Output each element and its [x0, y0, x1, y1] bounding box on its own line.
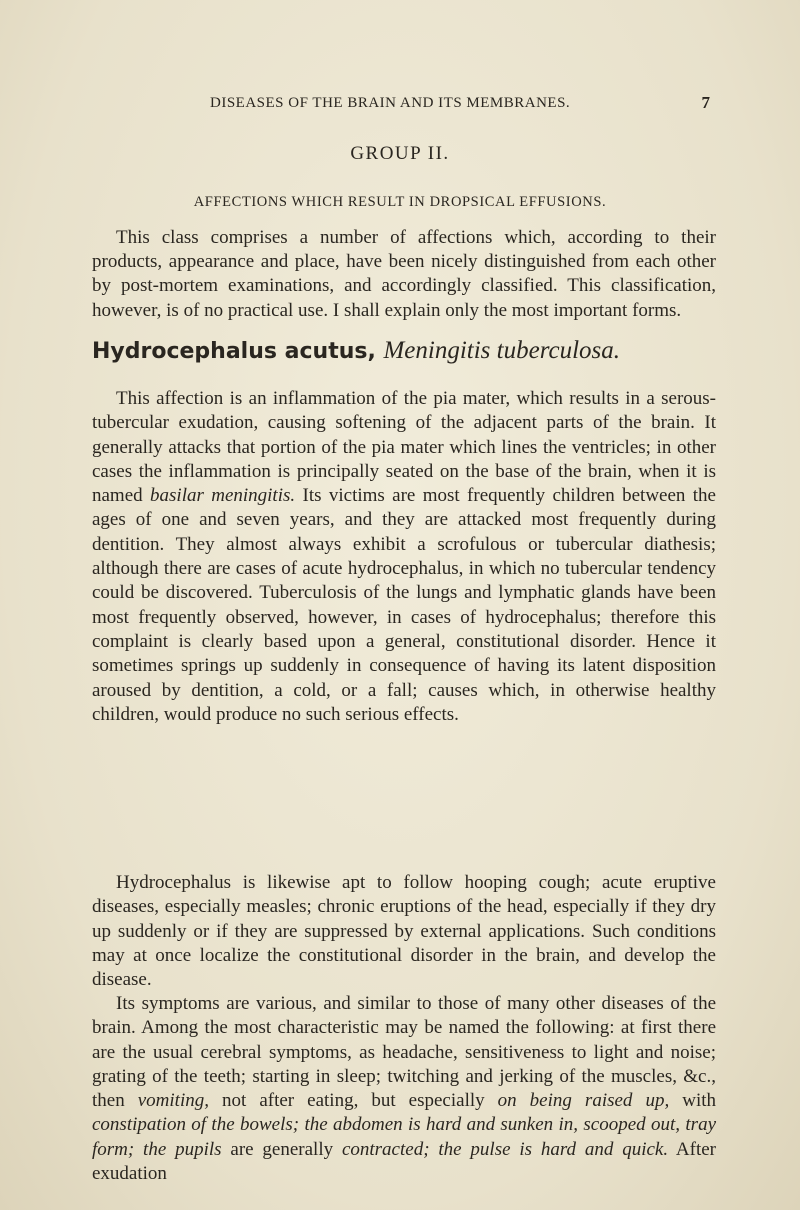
heading-main: Hydrocephalus acutus,	[92, 339, 376, 364]
italic-term: on being raised up,	[497, 1090, 670, 1112]
group-title: GROUP II.	[350, 143, 450, 164]
text-span: This affection is an inflammation of the pia mater, which results in a serous-tubercular exudation, causing softening of the adjacent parts of the brain. It generally attacks that portion of the pia mater which lines the ventricles; in other cases the inflammation is principally seated on the base of the brain, when it is named	[92, 388, 716, 507]
intro-paragraph: This class comprises a number of affections which, according to their products, appearance and place, have been nicely distinguished from each other by post-mortem examinations, and accordingly classified. This classification, however, is of no practical use. I shall explain only the most important forms.	[92, 227, 716, 321]
text-span: with	[669, 1090, 717, 1112]
italic-term: vomiting,	[137, 1090, 209, 1112]
section-heading	[92, 335, 620, 367]
italic-term: basilar meningitis.	[150, 485, 296, 507]
italic-term: contracted; the pulse is hard and quick.	[341, 1138, 669, 1160]
page-number: 7	[701, 93, 710, 112]
paragraph-definition	[92, 387, 716, 727]
text-span: are generally	[221, 1138, 342, 1160]
text-span: After exudation	[92, 1138, 716, 1185]
italic-term: constipation of the bowels; the abdomen is hard and sunken in, scooped out, tray form; the pupils	[92, 1114, 716, 1160]
paragraph-symptoms	[92, 992, 716, 1186]
group-subtitle: AFFECTIONS WHICH RESULT IN DROPSICAL EFFUSIONS.	[193, 194, 607, 210]
text-span: not after eating, but especially	[209, 1090, 498, 1112]
paragraph-causes: Hydrocephalus is likewise apt to follow hooping cough; acute eruptive diseases, especially measles; chronic eruptions of the head, especially if they dry up suddenly or if they are suppressed by external applications. Such conditions may at once localize the constitutional disorder in the brain, and develop the disease.	[92, 872, 716, 991]
running-head: DISEASES OF THE BRAIN AND ITS MEMBRANES.	[210, 95, 571, 111]
text-span: Its victims are most frequently children between the ages of one and seven years, and they are attacked most frequently during dentition. They almost always exhibit a scrofulous or tubercular diathesis; although there are cases of acute hydrocephalus, in which no tubercular tendency could be discovered. Tuberculosis of the lungs and lymphatic glands have been most frequently observed, however, in cases of hydrocephalus; therefore this complaint is clearly based upon a general, constitutional disorder. Hence it sometimes springs up suddenly in consequence of having its latent disposition aroused by dentition, a cold, or a fall; causes which, in otherwise healthy children, would produce no such serious effects.	[92, 485, 716, 725]
heading-latin: Meningitis tuberculosa.	[383, 337, 621, 364]
text-span: Its symptoms are various, and similar to those of many other diseases of the brain. Among the most characteristic may be named the following: at first there are the usual cerebral symptoms, as headache, sensitiveness to light and noise; grating of the teeth; starting in sleep; twitching and jerking of the muscles, &c., then	[92, 993, 716, 1112]
